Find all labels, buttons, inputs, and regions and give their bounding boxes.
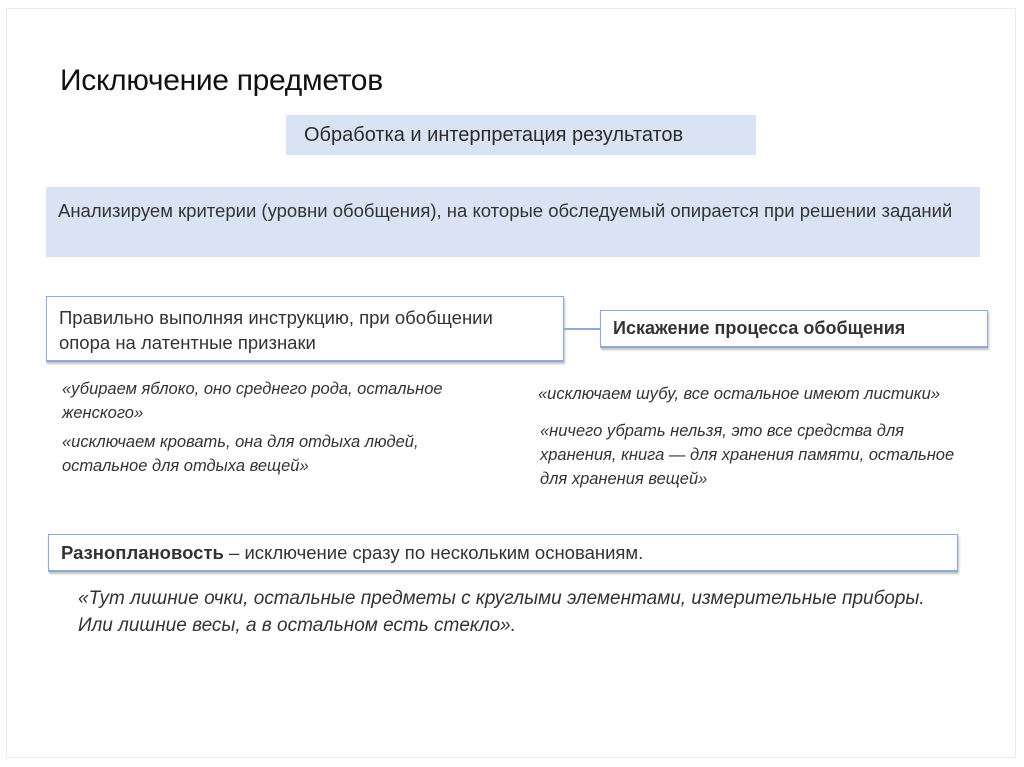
- right-quote-1: «исключаем шубу, все остальное имеют листики»: [538, 385, 940, 403]
- multiplanarity-text: [61, 542, 643, 564]
- distortion-text: Искажение процесса обобщения: [613, 318, 906, 338]
- right-quote-2: «ничего убрать нельзя, это все средства для хранения, книга — для хранения памяти, остальное для хранения вещей»: [540, 422, 955, 488]
- slide-title: Исключение предметов: [60, 64, 383, 97]
- subtitle-text: Обработка и интерпретация результатов: [304, 124, 684, 146]
- left-quote-1: «убираем яблоко, оно среднего рода, остальное женского»: [62, 380, 443, 422]
- analysis-box: [46, 187, 980, 257]
- analysis-text: Анализируем критерии (уровни обобщения), на которые обследуемый опирается при решении заданий: [58, 200, 953, 221]
- multiplanarity-term: Разноплановость: [61, 542, 224, 563]
- multiplanarity-box: [48, 534, 958, 572]
- subtitle-box: [286, 115, 756, 155]
- left-quote-2: «исключаем кровать, она для отдыха людей, остальное для отдыха вещей»: [62, 433, 419, 475]
- correct-execution-box: [46, 296, 564, 362]
- distortion-box: [600, 310, 988, 348]
- connector-line: [564, 328, 600, 330]
- correct-execution-text: Правильно выполняя инструкцию, при обобщении опора на латентные признаки: [59, 307, 493, 353]
- multiplanarity-quote: «Тут лишние очки, остальные предметы с круглыми элементами, измерительные приборы. Или лишние весы, а в остальном есть стекло».: [78, 588, 925, 636]
- multiplanarity-definition: – исключение сразу по нескольким основаниям.: [223, 542, 644, 563]
